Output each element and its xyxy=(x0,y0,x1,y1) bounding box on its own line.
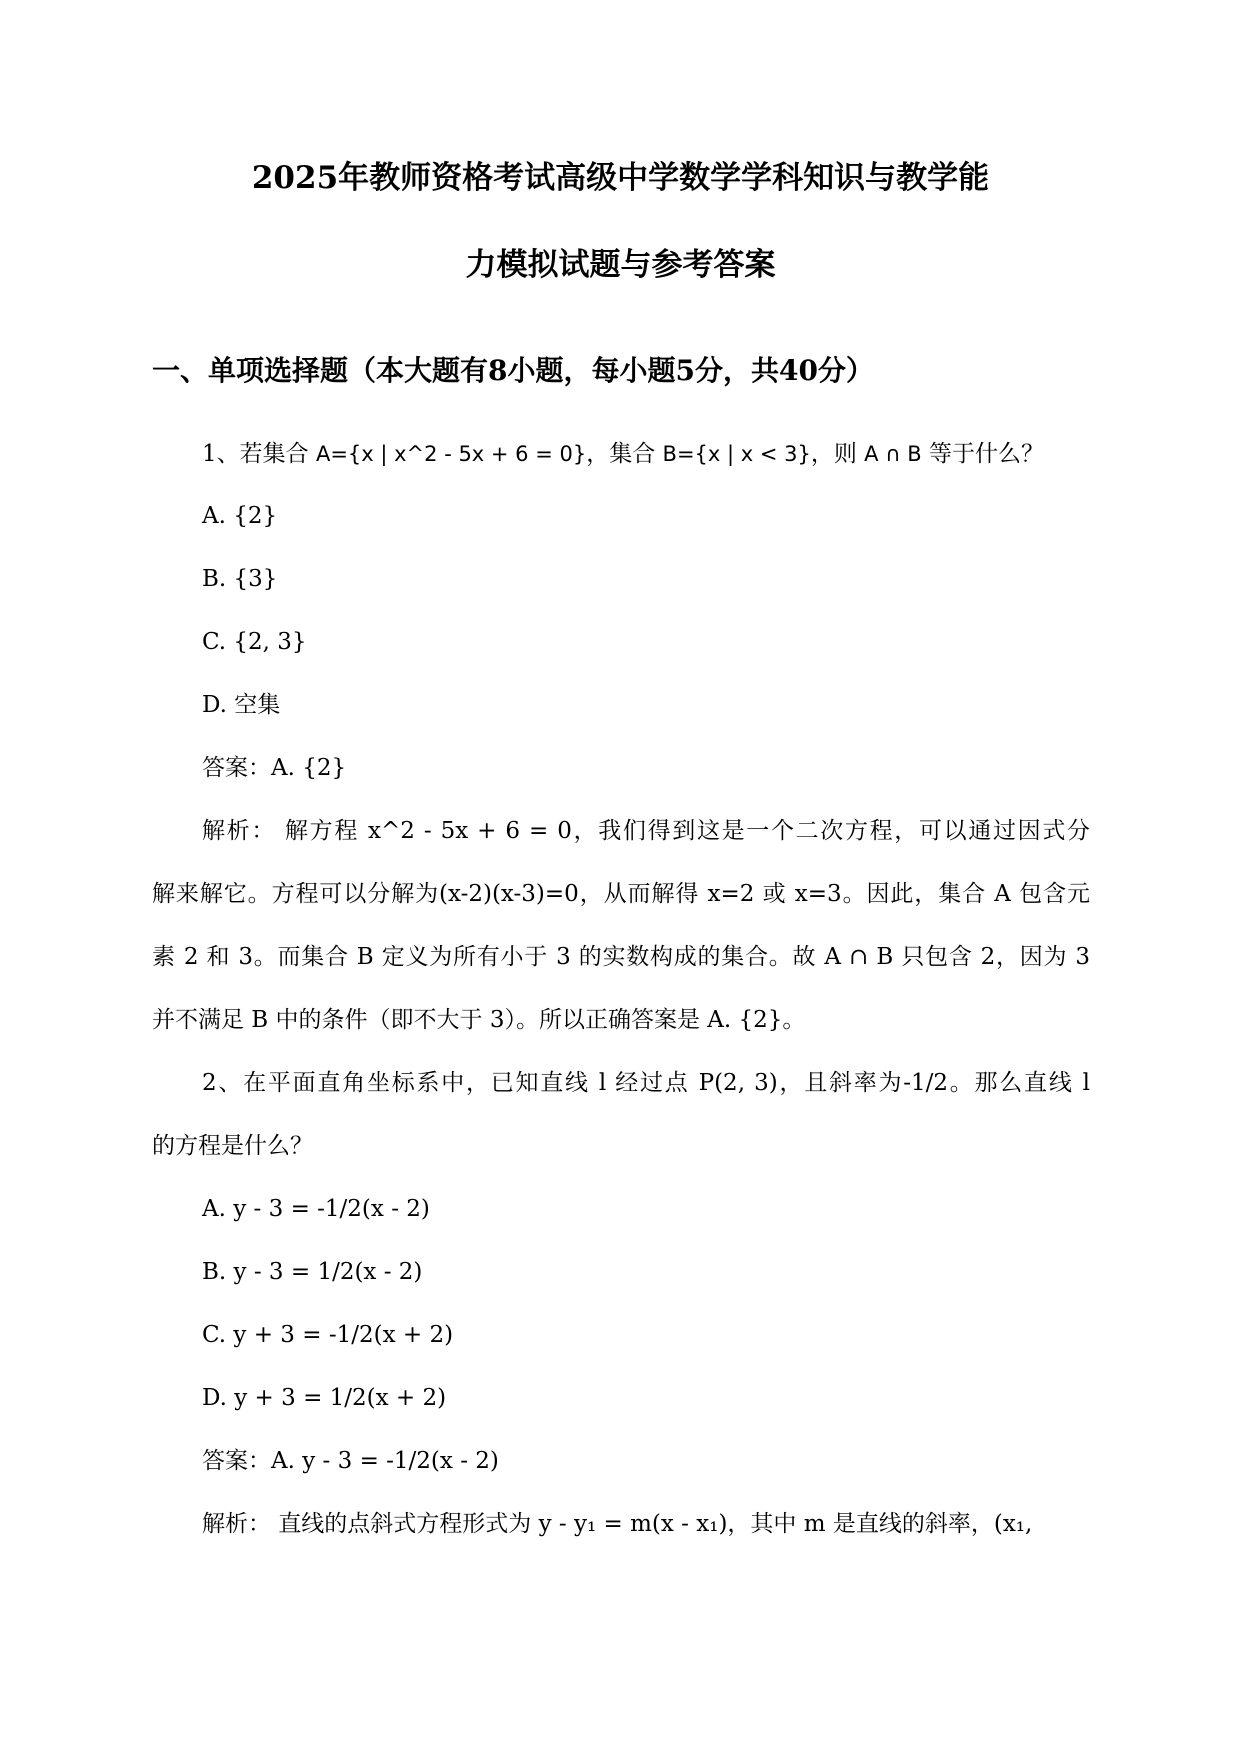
question-1-option-b: B. {3} xyxy=(202,566,278,592)
question-2-option-c: C. y + 3 = -1/2(x + 2) xyxy=(202,1322,454,1348)
question-2-analysis: 解析： 直线的点斜式方程形式为 y - y₁ = m(x - x₁)，其中 m 是直线的斜率，(x₁, xyxy=(202,1511,1033,1537)
question-1-stem xyxy=(202,436,1044,472)
question-1-text: ，集合 xyxy=(586,441,663,467)
question-1-analysis-line-1: 解析： 解方程 x^2 - 5x + 6 = 0，我们得到这是一个二次方程，可以通过因式分 xyxy=(202,818,1090,844)
question-2-option-d: D. y + 3 = 1/2(x + 2) xyxy=(202,1385,447,1411)
question-1-option-c: C. {2, 3} xyxy=(202,629,307,655)
section-heading: 一、单项选择题（本大题有8小题，每小题5分，共40分） xyxy=(152,354,874,387)
question-1-text: 等于什么？ xyxy=(921,441,1044,467)
question-2-stem-line-2: 的方程是什么？ xyxy=(152,1133,313,1159)
question-1-option-a: A. {2} xyxy=(202,503,278,529)
document-title-line-1: 2025年教师资格考试高级中学数学学科知识与教学能 xyxy=(251,160,990,196)
question-2-option-b: B. y - 3 = 1/2(x - 2) xyxy=(202,1259,423,1285)
question-1-text: 若集合 xyxy=(239,441,316,467)
intersection-expression: A ∩ B xyxy=(864,442,922,466)
question-1-analysis-line-2: 解来解它。方程可以分解为(x-2)(x-3)=0，从而解得 x=2 或 x=3。因此，集合 A 包含元 xyxy=(152,881,1090,907)
set-b-definition: B={x | x < 3} xyxy=(662,442,811,466)
question-1-number: 1、 xyxy=(202,441,240,467)
question-2-option-a: A. y - 3 = -1/2(x - 2) xyxy=(202,1196,430,1222)
document-title-line-2: 力模拟试题与参考答案 xyxy=(465,247,776,283)
set-a-definition: A={x | x^2 - 5x + 6 = 0} xyxy=(315,442,587,466)
question-2-answer: 答案：A. y - 3 = -1/2(x - 2) xyxy=(202,1448,499,1474)
question-1-analysis-line-3: 素 2 和 3。而集合 B 定义为所有小于 3 的实数构成的集合。故 A ∩ B 只包含 2，因为 3 xyxy=(152,944,1090,970)
question-1-answer: 答案：A. {2} xyxy=(202,755,347,781)
question-2-stem-line-1: 2、在平面直角坐标系中，已知直线 l 经过点 P(2, 3)，且斜率为-1/2。那么直线 l xyxy=(202,1070,1090,1096)
question-1-text: ，则 xyxy=(810,441,865,467)
question-1-analysis-line-4: 并不满足 B 中的条件（即不大于 3）。所以正确答案是 A. {2}。 xyxy=(152,1007,806,1033)
question-1-option-d: D. 空集 xyxy=(202,692,281,718)
